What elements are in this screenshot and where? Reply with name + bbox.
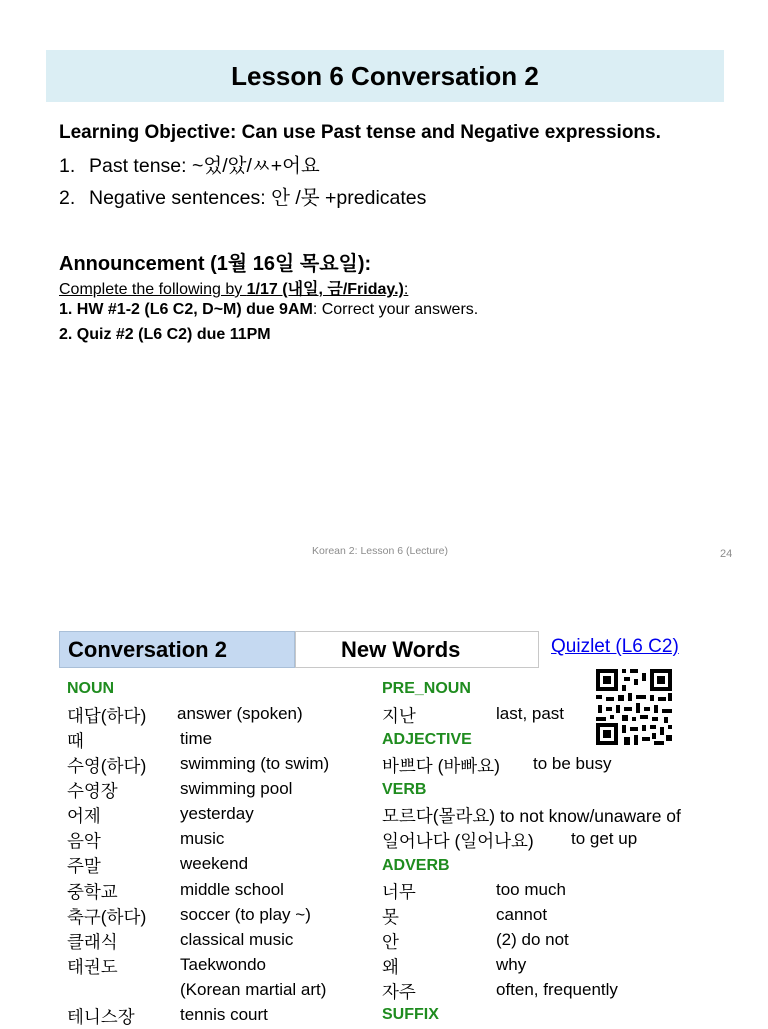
item-number: 2.	[59, 187, 76, 209]
vocab-korean: 수영(하다)	[67, 756, 147, 776]
vocab-english: (2) do not	[496, 930, 569, 949]
vocab-korean: 일어나다 (일어나요)	[382, 831, 534, 851]
vocab-english: to be busy	[533, 754, 612, 773]
category-adjective: ADJECTIVE	[382, 731, 472, 748]
item-number: 1.	[59, 155, 76, 177]
vocab-english: often, frequently	[496, 980, 618, 999]
vocab-korean: 음악	[67, 831, 101, 851]
complete-deadline: 1/17 (내일, 금/Friday.)	[246, 281, 404, 298]
category-noun: NOUN	[67, 680, 115, 697]
vocab-korean: 테니스장	[67, 1007, 135, 1027]
vocab-english: music	[180, 829, 225, 848]
objective-item-2	[59, 182, 426, 210]
page-number: 24	[720, 548, 733, 560]
vocab-english: answer (spoken)	[177, 704, 303, 723]
task-title: 2. Quiz #2 (L6 C2) due 11PM	[59, 326, 271, 343]
item-text: Negative sentences: 안 /못 +predicates	[89, 187, 427, 209]
vocab-english: swimming (to swim)	[180, 754, 330, 773]
slide-title: Lesson 6 Conversation 2	[231, 60, 539, 91]
vocab-korean: 주말	[67, 856, 101, 876]
slide-footer: Korean 2: Lesson 6 (Lecture)	[312, 545, 448, 557]
vocab-korean: 자주	[382, 982, 416, 1002]
qr-code-icon	[594, 667, 674, 747]
vocab-korean: 안	[382, 932, 399, 952]
task-title: 1. HW #1-2 (L6 C2, D~M) due 9AM	[59, 301, 313, 318]
learning-objective: Learning Objective: Can use Past tense and Negative expressions.	[59, 122, 661, 143]
vocab-korean: 바쁘다 (바빠요)	[382, 756, 500, 776]
vocab-english: yesterday	[180, 804, 254, 823]
vocab-korean: 대답(하다)	[67, 706, 147, 726]
vocab-korean: 태권도	[67, 957, 118, 977]
vocab-english: tennis court	[180, 1005, 268, 1024]
slide-title-banner	[46, 50, 724, 102]
vocab-english: cannot	[496, 905, 548, 924]
vocab-english: middle school	[180, 880, 284, 899]
vocab-english: Taekwondo	[180, 955, 267, 974]
complete-instruction	[59, 276, 408, 299]
quizlet-link[interactable]: Quizlet (L6 C2)	[551, 636, 679, 657]
vocab-korean: 중학교	[67, 882, 118, 902]
vocab-english: too much	[496, 880, 566, 899]
announcement-heading: Announcement (1월 16일 목요일):	[59, 253, 372, 275]
vocab-english-continued: (Korean martial art)	[180, 980, 327, 999]
vocab-english: why	[496, 955, 527, 974]
category-suffix: SUFFIX	[382, 1006, 439, 1023]
vocab-korean: 클래식	[67, 932, 118, 952]
vocab-korean: 왜	[382, 957, 399, 977]
vocab-english: weekend	[180, 854, 249, 873]
vocab-verb-1: 모르다(몰라요) to not know/unaware of	[382, 806, 681, 826]
vocab-korean: 지난	[382, 706, 416, 726]
complete-suffix: :	[403, 281, 409, 298]
vocab-korean: 때	[67, 731, 84, 751]
vocab-english: swimming pool	[180, 779, 293, 798]
vocab-korean: 축구(하다)	[67, 907, 147, 927]
complete-prefix: Complete the following by	[59, 281, 247, 298]
vocab-english: time	[180, 729, 213, 748]
vocab-korean: 못	[382, 907, 399, 927]
task-1	[59, 301, 478, 319]
task-note: : Correct your answers.	[312, 301, 479, 318]
category-adverb: ADVERB	[382, 857, 450, 874]
objective-item-1	[59, 150, 320, 178]
category-pre-noun: PRE_NOUN	[382, 680, 471, 697]
conversation-header: Conversation 2	[59, 631, 295, 668]
new-words-header: New Words	[295, 631, 539, 668]
vocab-english: soccer (to play ~)	[180, 905, 311, 924]
vocab-english: classical music	[180, 930, 294, 949]
vocab-korean: 어제	[67, 806, 101, 826]
vocab-korean: 너무	[382, 882, 416, 902]
category-verb: VERB	[382, 781, 427, 798]
vocab-english: to get up	[571, 829, 638, 848]
task-2	[59, 326, 271, 344]
item-text: Past tense: ~었/았/ㅆ+어요	[89, 155, 320, 177]
vocab-korean: 수영장	[67, 781, 118, 801]
vocab-english: last, past	[496, 704, 565, 723]
